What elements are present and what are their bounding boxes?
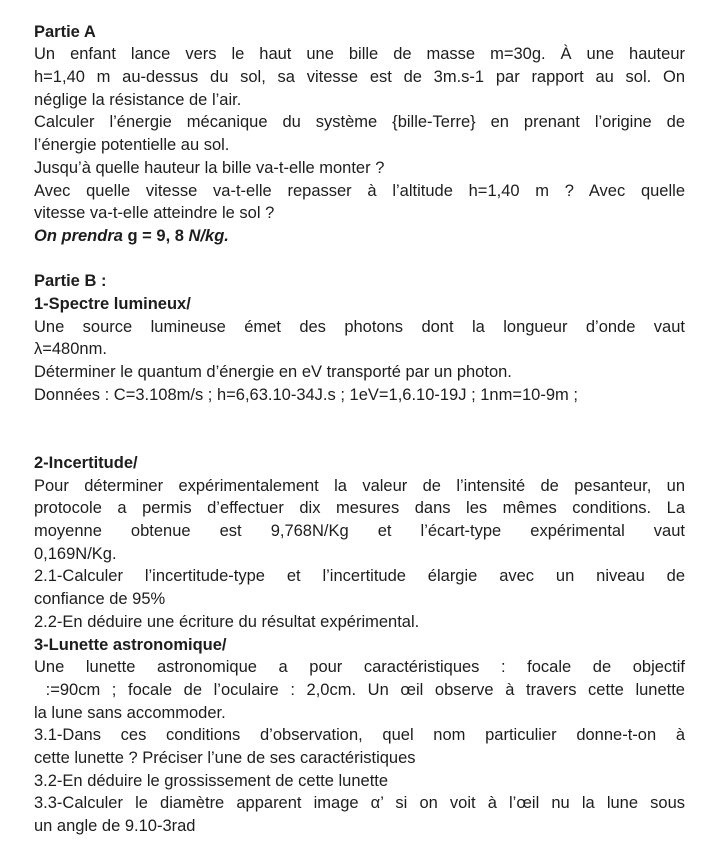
text-line: Une source lumineuse émet des photons dont la longueur d’onde vaut (34, 317, 685, 336)
text-line: un angle de 9.10-3rad (34, 817, 196, 836)
text-line: Jusqu’à quelle hauteur la bille va-t-elle monter ? (34, 158, 385, 177)
text-line: Déterminer le quantum d’énergie en eV transporté par un photon. (34, 363, 512, 382)
text-line: Une lunette astronomique a pour caractéristiques : focale de objectif (34, 658, 685, 677)
heading-line: 3-Lunette astronomique/ (34, 635, 227, 654)
text-line: 3.2-En déduire le grossissement de cette lunette (34, 771, 389, 790)
text-line: Données : C=3.108m/s ; h=6,63.10-34J.s ; 1eV=1,6.10-19J ; 1nm=10-9m ; (34, 385, 578, 404)
text-line: protocole a permis d’effectuer dix mesures dans les mêmes conditions. La (34, 499, 685, 518)
text-line: 2.2-En déduire une écriture du résultat expérimental. (34, 612, 420, 631)
text-line: l’énergie potentielle au sol. (34, 136, 230, 155)
text-line: :=90cm ; focale de l’oculaire : 2,0cm. Un œil observe à travers cette lunette (34, 680, 685, 699)
text-line: Un enfant lance vers le haut une bille de masse m=30g. À une hauteur (34, 45, 685, 64)
text-line: λ=480nm. (34, 340, 107, 359)
text-line: confiance de 95% (34, 590, 166, 609)
text-line: Pour déterminer expérimentalement la valeur de l’intensité de pesanteur, un (34, 476, 685, 495)
text-line: 3.1-Dans ces conditions d’observation, quel nom particulier donne-t-on à (34, 726, 685, 745)
heading-line: Partie B : (34, 272, 107, 291)
text-line: moyenne obtenue est 9,768N/Kg et l’écart-type expérimental vaut (34, 522, 685, 541)
note-segment: On prendra (34, 226, 128, 245)
text-line: 0,169N/Kg. (34, 544, 117, 563)
blank-line (34, 407, 685, 430)
text-line: néglige la résistance de l’air. (34, 90, 242, 109)
text-line: 3.3-Calculer le diamètre apparent image α’ si on voit à l’œil nu la lune sous (34, 794, 685, 813)
note-line (34, 225, 685, 248)
heading-line: 2-Incertitude/ (34, 453, 138, 472)
text-line: vitesse va-t-elle atteindre le sol ? (34, 204, 275, 223)
blank-line (34, 429, 685, 452)
heading-line: Partie A (34, 22, 96, 41)
text-line: la lune sans accommoder. (34, 703, 226, 722)
text-line: Avec quelle vitesse va-t-elle repasser à l’altitude h=1,40 m ? Avec quelle (34, 181, 685, 200)
text-line: h=1,40 m au-dessus du sol, sa vitesse est de 3m.s-1 par rapport au sol. On (34, 68, 685, 86)
text-line: Calculer l’énergie mécanique du système {bille-Terre} en prenant l’origine de (34, 113, 685, 132)
note-segment: N/kg. (188, 226, 229, 245)
note-segment: g = 9, 8 (127, 226, 189, 245)
text-line: cette lunette ? Préciser l’une de ses caractéristiques (34, 749, 416, 768)
heading-line: 1-Spectre lumineux/ (34, 295, 191, 314)
blank-line (34, 248, 685, 271)
text-line: 2.1-Calculer l’incertitude-type et l’incertitude élargie avec un niveau de (34, 567, 685, 586)
